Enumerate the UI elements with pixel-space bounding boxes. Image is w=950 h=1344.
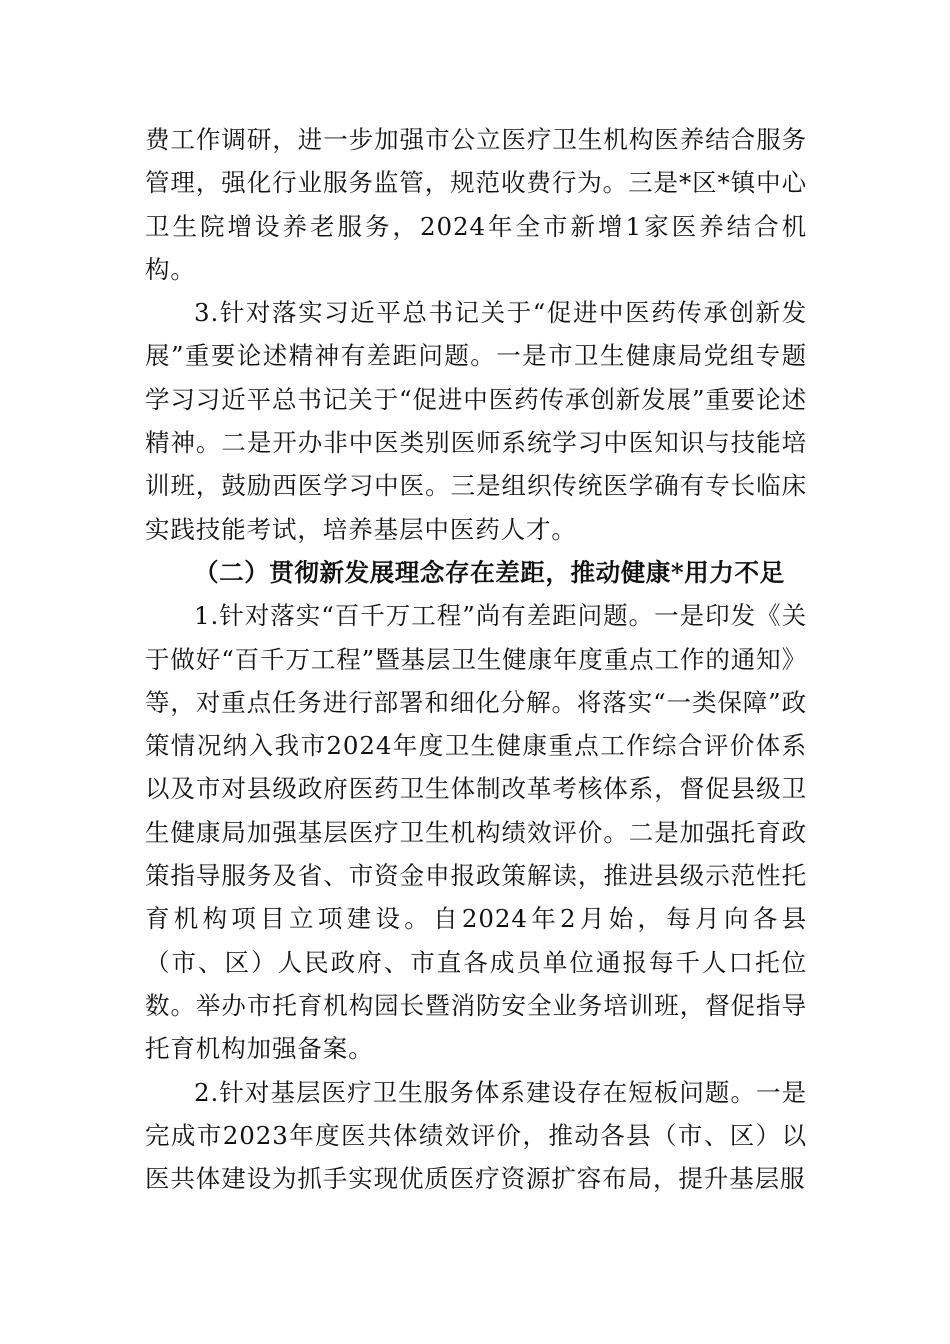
paragraph-item-2: 2.针对基层医疗卫生服务体系建设存在短板问题。一是完成市2023年度医共体绩效评价，推动各县（市、区）以医共体建设为抓手实现优质医疗资源扩容布局，提升基层服 bbox=[145, 1077, 807, 1194]
paragraph-continuation: 费工作调研，进一步加强市公立医疗卫生机构医养结合服务管理，强化行业服务监管，规范收费行为。三是*区*镇中心卫生院增设养老服务，2024年全市新增1家医养结合机构。 bbox=[145, 125, 807, 284]
paragraph-item-3: 3.针对落实习近平总书记关于“促进中医药传承创新发展”重要论述精神有差距问题。一是市卫生健康局党组专题学习习近平总书记关于“促进中医药传承创新发展”重要论述精神。二是开办非中医类别医师系统学习中医知识与技能培训班，鼓励西医学习中医。三是组织传统医学确有专长临床实践技能考试，培养基层中医药人才。 bbox=[145, 298, 807, 544]
document-body bbox=[145, 118, 807, 1200]
paragraph-item-1: 1.针对落实“百千万工程”尚有差距问题。一是印发《关于做好“百千万工程”暨基层卫生健康年度重点工作的通知》等，对重点任务进行部署和细化分解。将落实“一类保障”政策情况纳入我市2024年度卫生健康重点工作综合评价体系以及市对县级政府医药卫生体制改革考核体系，督促县级卫生健康局加强基层医疗卫生机构绩效评价。二是加强托育政策指导服务及省、市资金申报政策解读，推进县级示范性托育机构项目立项建设。自2024年2月始，每月向各县（市、区）人民政府、市直各成员单位通报每千人口托位数。举办市托育机构园长暨消防安全业务培训班，督促指导托育机构加强备案。 bbox=[145, 601, 807, 1064]
section-heading: （二）贯彻新发展理念存在差距，推动健康*用力不足 bbox=[194, 557, 785, 587]
